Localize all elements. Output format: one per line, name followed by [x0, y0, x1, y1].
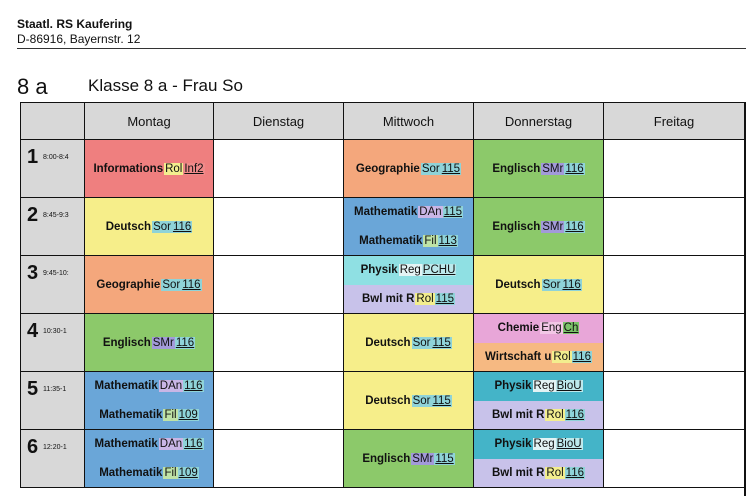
lesson-cell [213, 140, 343, 198]
room-label[interactable]: 113 [438, 234, 457, 247]
teacher-label: Sor [542, 278, 561, 291]
teacher-label: DAn [159, 380, 183, 393]
subject-label: Mathematik [99, 466, 163, 479]
room-label[interactable]: Inf2 [184, 162, 204, 175]
lesson-cell[interactable] [473, 198, 603, 256]
teacher-label: Reg [533, 438, 555, 451]
teacher-label: SMr [542, 162, 564, 175]
subject-label: Deutsch [365, 394, 411, 407]
lesson-cell[interactable] [473, 314, 603, 372]
lesson-entry[interactable] [474, 256, 603, 313]
teacher-label: Rol [546, 466, 564, 479]
period-time: 8:45-9:3 [43, 212, 69, 219]
room-label[interactable]: 116 [565, 162, 584, 175]
lesson-cell[interactable] [473, 372, 603, 430]
room-label[interactable]: 116 [562, 278, 581, 291]
teacher-label: Reg [399, 264, 421, 277]
subject-label: Bwl mit R [492, 466, 545, 479]
period-time: 12:20-1 [43, 444, 67, 451]
period-cell [20, 372, 84, 430]
subject-label: Deutsch [365, 336, 411, 349]
room-label[interactable]: 116 [182, 278, 201, 291]
corner-header [20, 102, 84, 140]
day-header: Donnerstag [473, 102, 603, 140]
subject-label: Bwl mit R [492, 408, 545, 421]
teacher-label: Fil [424, 234, 437, 247]
subject-label: Englisch [102, 336, 151, 349]
room-label[interactable]: 116 [565, 466, 584, 479]
lesson-cell [603, 314, 744, 372]
lesson-entry[interactable] [85, 140, 213, 197]
subject-label: Deutsch [495, 278, 541, 291]
room-label[interactable]: 116 [572, 350, 591, 363]
teacher-label: Sor [153, 220, 171, 233]
lesson-entry[interactable] [85, 372, 213, 401]
lesson-entry[interactable] [474, 198, 603, 255]
lesson-entry[interactable] [474, 314, 603, 343]
room-label[interactable]: 116 [184, 438, 203, 451]
room-label[interactable]: BioU [556, 380, 582, 393]
period-time: 9:45-10: [43, 270, 69, 277]
lesson-cell[interactable] [343, 140, 473, 198]
lesson-entry[interactable] [474, 372, 603, 401]
lesson-entry[interactable] [344, 372, 473, 429]
teacher-label: Fil [164, 466, 177, 479]
lesson-entry[interactable] [344, 198, 473, 227]
period-time: 11:35-1 [43, 386, 67, 393]
room-label[interactable]: 109 [178, 408, 198, 421]
period-cell [20, 314, 84, 372]
lesson-cell[interactable] [84, 430, 213, 488]
school-address: D-86916, Bayernstr. 12 [17, 32, 141, 46]
period-cell [20, 198, 84, 256]
period-number: 5 [27, 378, 39, 400]
subject-label: Englisch [492, 220, 541, 233]
subject-label: Bwl mit R [362, 292, 415, 305]
lesson-entry[interactable] [85, 256, 213, 313]
lesson-entry[interactable] [474, 459, 603, 488]
subject-label: Physik [360, 264, 398, 277]
teacher-label: Rol [416, 292, 434, 305]
lesson-entry[interactable] [474, 140, 603, 197]
teacher-label: Rol [553, 350, 571, 363]
room-label[interactable]: 115 [432, 336, 451, 349]
lesson-cell [213, 256, 343, 314]
period-time: 10:30-1 [43, 328, 67, 335]
lesson-cell [213, 198, 343, 256]
teacher-label: Reg [533, 380, 555, 393]
room-label[interactable]: 116 [172, 220, 192, 233]
subject-label: Geographie [96, 278, 161, 291]
teacher-label: DAn [419, 206, 442, 219]
room-label[interactable]: 115 [432, 394, 451, 407]
room-label[interactable]: 109 [178, 466, 198, 479]
lesson-cell[interactable] [84, 256, 213, 314]
subject-label: Physik [494, 438, 532, 451]
day-header: Mittwoch [343, 102, 473, 140]
room-label[interactable]: 115 [435, 452, 454, 465]
lesson-cell[interactable] [84, 314, 213, 372]
subject-label: Chemie [497, 322, 540, 335]
lesson-cell [213, 314, 343, 372]
subject-label: Mathematik [99, 408, 163, 421]
lesson-cell[interactable] [343, 198, 473, 256]
teacher-label: SMr [412, 452, 434, 465]
teacher-label: SMr [542, 220, 564, 233]
lesson-cell[interactable] [84, 198, 213, 256]
lesson-cell [603, 430, 744, 488]
timetable-grid [20, 102, 746, 496]
room-label[interactable]: 116 [175, 336, 195, 349]
lesson-entry[interactable] [344, 285, 473, 314]
lesson-entry[interactable] [344, 430, 473, 487]
header-divider [17, 48, 746, 49]
lesson-entry[interactable] [85, 314, 213, 371]
class-title: Klasse 8 a - Frau So [88, 76, 243, 95]
teacher-label: Sor [162, 278, 181, 291]
lesson-cell [603, 140, 744, 198]
lesson-cell[interactable] [84, 372, 213, 430]
lesson-entry[interactable] [474, 401, 603, 430]
teacher-label: Sor [421, 162, 440, 175]
lesson-cell[interactable] [343, 314, 473, 372]
lesson-entry[interactable] [474, 430, 603, 459]
teacher-label: Sor [412, 394, 431, 407]
lesson-entry[interactable] [85, 430, 213, 459]
subject-label: Geographie [355, 162, 420, 175]
period-cell [20, 430, 84, 488]
subject-label: Mathematik [354, 206, 418, 219]
lesson-cell[interactable] [473, 430, 603, 488]
subject-label: Wirtschaft u [485, 350, 552, 363]
lesson-entry[interactable] [85, 198, 213, 255]
subject-label: Mathematik [94, 380, 158, 393]
lesson-entry[interactable] [344, 314, 473, 371]
day-header: Dienstag [213, 102, 343, 140]
lesson-cell[interactable] [473, 256, 603, 314]
subject-label: Mathematik [359, 234, 423, 247]
lesson-cell[interactable] [343, 256, 473, 314]
room-label[interactable]: 115 [443, 206, 462, 219]
period-number: 2 [27, 204, 39, 226]
subject-label: Informations [93, 162, 164, 175]
teacher-label: SMr [152, 336, 174, 349]
lesson-cell[interactable] [84, 140, 213, 198]
teacher-label: Rol [546, 408, 564, 421]
room-label[interactable]: 115 [435, 292, 454, 305]
subject-label: Mathematik [94, 438, 158, 451]
period-cell [20, 140, 84, 198]
period-cell [20, 256, 84, 314]
lesson-cell [603, 256, 744, 314]
room-label[interactable]: Ch [563, 322, 579, 335]
period-number: 6 [27, 436, 39, 458]
subject-label: Englisch [492, 162, 541, 175]
school-name: Staatl. RS Kaufering [17, 17, 133, 31]
lesson-entry[interactable] [474, 343, 603, 372]
period-number: 3 [27, 262, 39, 284]
subject-label: Englisch [362, 452, 411, 465]
day-header: Montag [84, 102, 213, 140]
lesson-cell [213, 430, 343, 488]
teacher-label: Fil [164, 408, 177, 421]
lesson-entry[interactable] [344, 227, 473, 256]
teacher-label: Rol [165, 162, 183, 175]
teacher-label: Sor [412, 336, 431, 349]
room-label[interactable]: PCHU [422, 264, 456, 277]
lesson-cell [213, 372, 343, 430]
period-number: 4 [27, 320, 39, 342]
teacher-label: DAn [159, 438, 183, 451]
subject-label: Physik [494, 380, 532, 393]
period-number: 1 [27, 146, 39, 168]
lesson-entry[interactable] [344, 256, 473, 285]
room-label[interactable]: BioU [556, 438, 582, 451]
room-label[interactable]: 115 [441, 162, 461, 175]
lesson-cell[interactable] [343, 372, 473, 430]
lesson-cell [603, 198, 744, 256]
lesson-cell [603, 372, 744, 430]
teacher-label: Eng [541, 322, 562, 335]
period-time: 8:00-8:4 [43, 154, 69, 161]
room-label[interactable]: 116 [565, 220, 584, 233]
room-label[interactable]: 116 [184, 380, 203, 393]
day-header: Freitag [603, 102, 744, 140]
lesson-cell[interactable] [343, 430, 473, 488]
room-label[interactable]: 116 [565, 408, 584, 421]
class-short-name: 8 a [17, 74, 48, 99]
subject-label: Deutsch [105, 220, 152, 233]
lesson-entry[interactable] [85, 401, 213, 430]
lesson-entry[interactable] [344, 140, 473, 197]
lesson-entry[interactable] [85, 459, 213, 488]
lesson-cell[interactable] [473, 140, 603, 198]
